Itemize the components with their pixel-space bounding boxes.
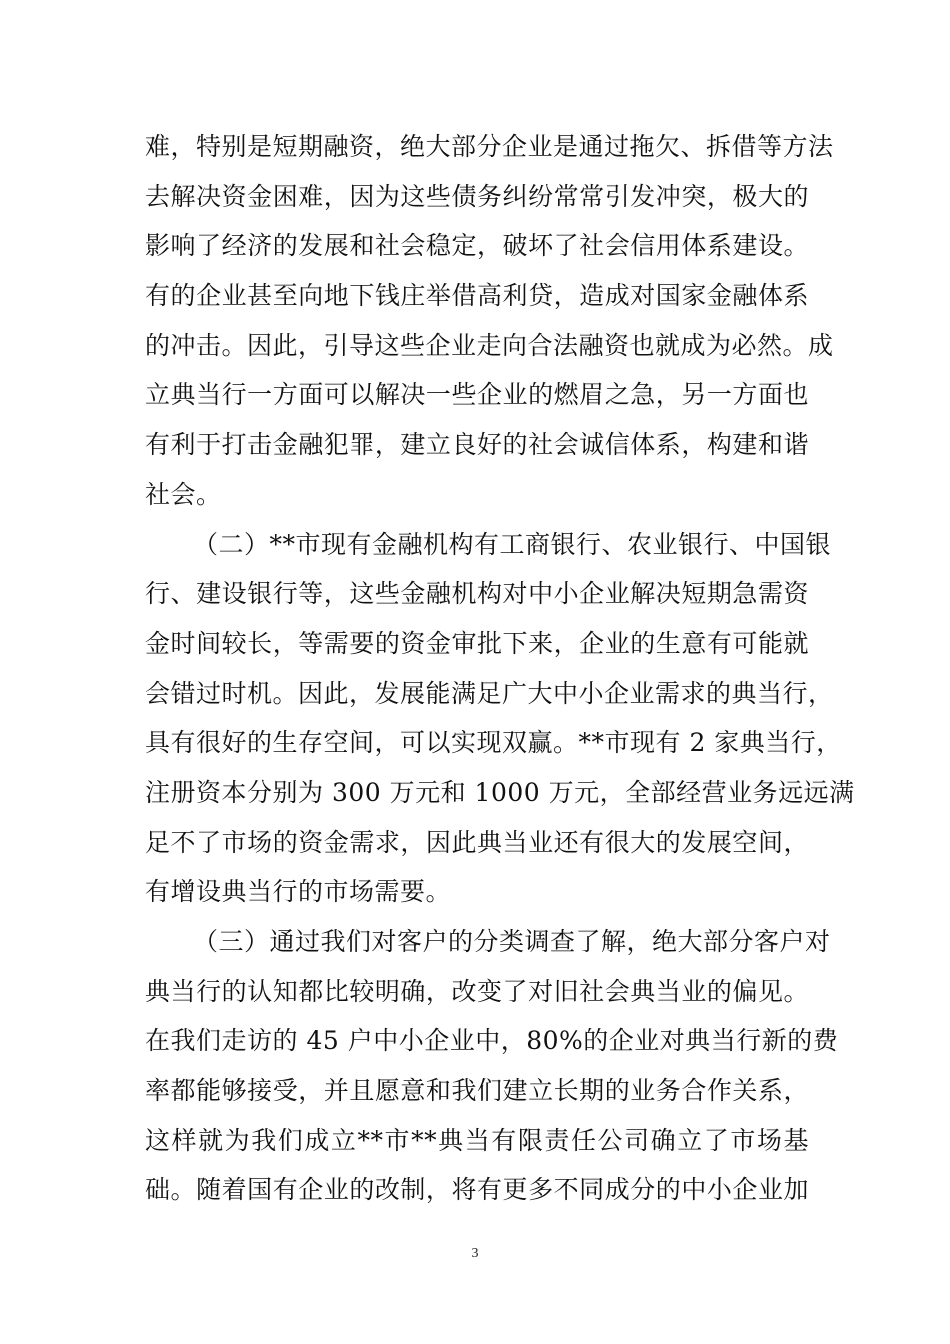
text-line: 立典当行一方面可以解决一些企业的燃眉之急，另一方面也 [145, 380, 809, 410]
text-line: 社会。 [145, 479, 222, 509]
text-line: 金时间较长，等需要的资金审批下来，企业的生意有可能就 [145, 628, 809, 658]
text-line: 足不了市场的资金需求，因此典当业还有很大的发展空间， [145, 827, 809, 857]
text-line: 难，特别是短期融资，绝大部分企业是通过拖欠、拆借等方法 [145, 132, 834, 161]
text-line: 这样就为我们成立**市**典当有限责任公司确立了市场基 [145, 1125, 809, 1155]
text-line: （三）通过我们对客户的分类调查了解，绝大部分客户对 [193, 927, 831, 956]
text-line: 去解决资金困难，因为这些债务纠纷常常引发冲突，极大的 [145, 181, 809, 211]
text-line: 典当行的认知都比较明确，改变了对旧社会典当业的偏见。 [145, 976, 809, 1006]
text-line: 行、建设银行等，这些金融机构对中小企业解决短期急需资 [145, 579, 809, 609]
text-line: 注册资本分别为 300 万元和 1000 万元，全部经营业务远远满 [145, 777, 855, 807]
body-text [145, 122, 855, 1215]
text-line: 会错过时机。因此，发展能满足广大中小企业需求的典当行， [145, 678, 834, 708]
text-line: （二）**市现有金融机构有工商银行、农业银行、中国银 [193, 529, 832, 559]
text-line: 有增设典当行的市场需要。 [145, 877, 452, 907]
text-line: 有的企业甚至向地下钱庄举借高利贷，造成对国家金融体系 [145, 281, 809, 311]
text-line: 础。随着国有企业的改制，将有更多不同成分的中小企业加 [145, 1175, 809, 1205]
text-line: 具有很好的生存空间，可以实现双赢。**市现有 2 家典当行， [145, 728, 842, 758]
text-line: 的冲击。因此，引导这些企业走向合法融资也就成为必然。成 [145, 330, 834, 360]
text-line: 影响了经济的发展和社会稳定，破坏了社会信用体系建设。 [145, 231, 809, 261]
page-number: 3 [471, 1246, 479, 1261]
text-line: 在我们走访的 45 户中小企业中，80%的企业对典当行新的费 [145, 1026, 839, 1056]
text-line: 率都能够接受，并且愿意和我们建立长期的业务合作关系， [145, 1076, 809, 1106]
text-line: 有利于打击金融犯罪，建立良好的社会诚信体系，构建和谐 [145, 430, 809, 460]
